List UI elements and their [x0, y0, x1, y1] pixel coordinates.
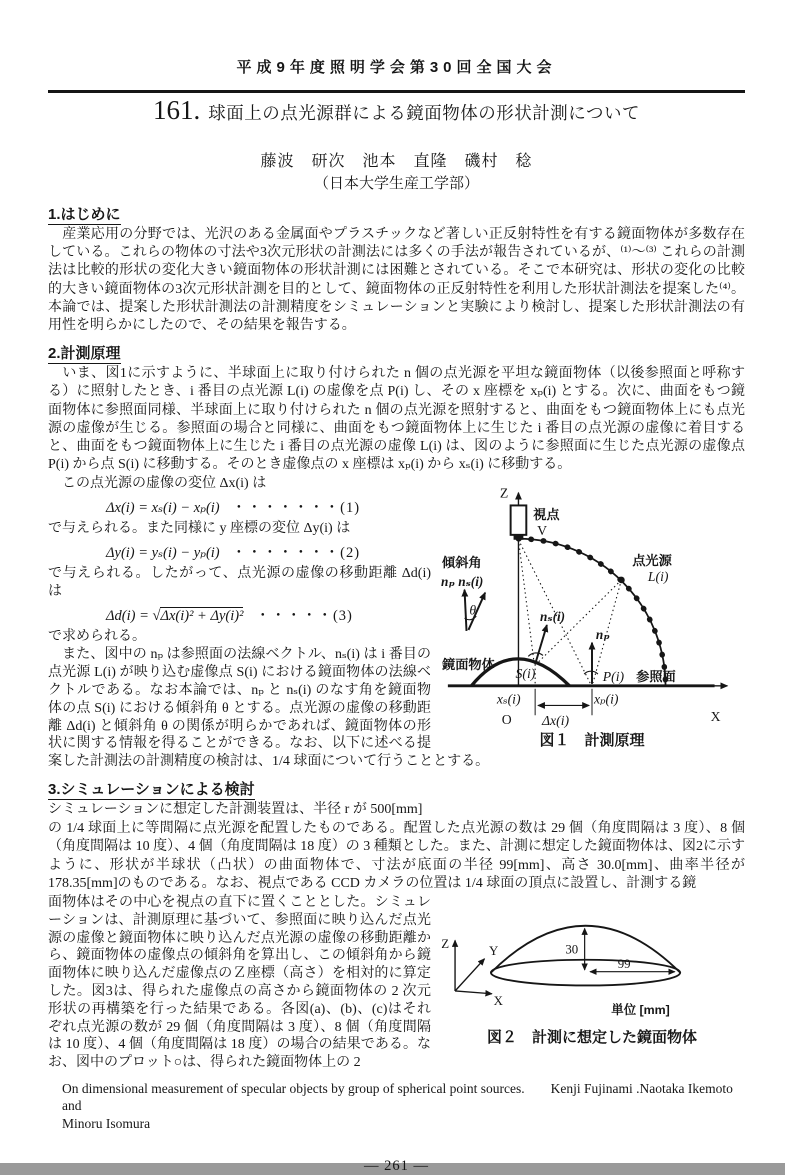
conference-header: 平成9年度照明学会第30回全国大会: [236, 59, 557, 76]
figure1: [439, 477, 745, 750]
theta-label: θ: [469, 602, 477, 618]
paper-title: [48, 95, 745, 126]
equation-1: Δx(i) = xₛ(i) − xₚ(i) ・・・・・・・(1): [106, 500, 361, 517]
figure1-caption: 図１ 計測原理: [539, 732, 645, 750]
section2-wrap-block: [48, 475, 745, 771]
equation-2: Δy(i) = yₛ(i) − yₚ(i) ・・・・・・・(2): [106, 545, 361, 562]
equation-3-number: ・・・・・(3): [255, 607, 353, 624]
xp-label: xₚ(i): [593, 691, 619, 707]
point-source-label: 点光源: [632, 553, 672, 569]
si-label: S(i): [515, 666, 536, 682]
viewpoint-v-label: V: [537, 523, 548, 539]
after-eq3: で求められる。: [48, 628, 146, 644]
unit-label: 単位 [mm]: [611, 1002, 670, 1017]
section3-wrap-block: [48, 894, 745, 1072]
ns-label: nₛ(i): [540, 609, 566, 625]
origin-label: O: [501, 712, 512, 728]
authors: 藤波 研次 池本 直隆 磯村 稔: [260, 153, 533, 170]
pi-label: P(i): [602, 669, 625, 685]
section1-body: 産業応用の分野では、光沢のある金属面やプラスチックなど著しい正反射特性を有する鏡面物体が多数存在している。これらの物体の寸法や3次元形状の計測法には多くの手法が報告されているが、⁽¹⁾～⁽³⁾ これらの計測法は比較的形状の変化大きい鏡面物体の形状計測には困難とされている。そこで本研究は、形状の変化の比較的大きい鏡面物体の3次元形状計測を目的として、鏡面物体の正反射特性を利用した形状計測法を提案した⁽⁴⁾。本論では、提案した形状計測法の計測精度をシミュレーションと実験により検討し、提案した形状計測法の有用性を明らかにしたので、その結果を報告する。: [48, 227, 745, 334]
fig2-x-label: X: [493, 993, 503, 1008]
after-eq2: で与えられる。したがって、点光源の虚像の移動距離 Δd(i) は: [48, 566, 431, 599]
section2-body: いま、図1に示すように、半球面上に取り付けられた n 個の点光源を平坦な鏡面物体（以後参照面と呼称する）に照射したとき、i 番目の点光源 L(i) の虚像を点 P(i) し、その x 座標を xₚ(i) とする。次に、曲面をもつ鏡面物体に参照面同様、半球面上に取り付けられた n 個の点光源を照射すると、曲面をもつ鏡面物体上にも点光源の虚像が生じる。参照面の場合と同様に、曲面をもつ鏡面物体上に生じた i 番目の点光源の虚像に着目すると、曲面をもつ鏡面物体上に生じた i 番目の点光源の虚像 L(i) は、図のように参照面に生じた点光源の虚像点 P(i) から点 S(i) に移動する。そのとき虚像点の x 座標は xₚ(i) から xₛ(i) に移動する。: [48, 366, 745, 473]
equation-1-number: ・・・・・・・(1): [231, 500, 361, 517]
equation-3: Δd(i) = √Δx(i)² + Δy(i)² ・・・・・(3): [106, 607, 353, 624]
height-value: 30: [565, 942, 579, 957]
delta-x-label: Δx(i): [541, 713, 570, 729]
figure1-diagram: [440, 477, 744, 728]
section2-heading: 2.計測原理: [48, 345, 121, 363]
figure2-caption: 図２ 計測に想定した鏡面物体: [486, 1029, 697, 1047]
mirror-object-label: 鏡面物体: [441, 657, 495, 673]
li-label: L(i): [647, 569, 669, 585]
paper-number: 161.: [153, 95, 201, 125]
after-eq1: で与えられる。また同様に y 座標の変位 Δy(i) は: [48, 521, 351, 537]
sqrt-sign: √: [152, 607, 161, 624]
radius-value: 99: [617, 957, 631, 972]
section3-body-narrow: 面物体はその中心を視点の直下に置くこととした。シミュレーションは、計測原理に基づいて、参照面に映り込んだ点光源の虚像と鏡面物体に映り込んだ点光源の虚像の移動距離から、鏡面物体の虚像点の傾斜角を算出し、この傾斜角から鏡面物体に映り込んだ虚像点のＺ座標（高さ）を相対的に算定した。図3は、得られた虚像点の高さから鏡面物体の 2 次元形状の再構築を行った結果である。各図(a)、(b)、(c)はそれぞれ点光源の数が 29 個（角度間隔は 3 度）、8 個（角度間隔は 10 度）、4 個（角度間隔は 18 度）の場合の結果である。なお、図中のプロット○は、得られた鏡面物体上の 2: [48, 895, 431, 1071]
section2-body2: また、図中の nₚ は参照面の法線ベクトル、nₛ(i) は i 番目の点光源 L(i) が映り込む虚像点 S(i) における鏡面物体の法線ベクトルである。なお本論では、nₚ と nₛ(i) のなす角を鏡面物体の点 S(i) における傾斜角 θ とする。点光源の虚像の移動距離 Δd(i) と傾斜角 θ の関係が明らかであれば、鏡面物体の形状に関する情報を得ることができる。なお、以下に述べる提案した計測法の計測精度の検討は、1/4 球面について行うこととする。: [48, 647, 490, 770]
reference-plane-label: 参照面: [636, 669, 676, 685]
equation-2-number: ・・・・・・・(2): [231, 545, 361, 562]
angle-mark-s: [528, 653, 543, 657]
normal-ns-arrow: [535, 625, 547, 664]
np-label: nₚ: [595, 627, 610, 643]
footnote-authors: Kenji Fujinami .Naotaka Ikemoto and: [62, 1080, 733, 1114]
eq-intro: この点光源の虚像の変位 Δx(i) は: [48, 476, 267, 492]
light-rays: [515, 540, 621, 686]
tilt-angle-label: 傾斜角: [441, 555, 482, 571]
radicand: Δx(i)² + Δy(i)²: [160, 607, 244, 624]
source-li-dot: [618, 577, 625, 584]
footnote-authors-2: Minoru Isomura: [62, 1115, 151, 1131]
xs-label: xₛ(i): [496, 691, 521, 707]
fig2-y-label: Y: [489, 944, 499, 959]
fig2-z-label: Z: [441, 936, 450, 951]
fig2-y-axis: [455, 959, 484, 991]
viewpoint-label: 視点: [533, 507, 560, 523]
section1-heading: 1.はじめに: [48, 206, 121, 223]
legend-np-arrow: [465, 590, 467, 631]
fig2-x-axis: [455, 991, 492, 994]
affiliation: （日本大学生産工学部）: [313, 176, 479, 192]
figure2-diagram: [440, 900, 744, 1025]
object-base-ellipse: [491, 960, 680, 986]
section3-line1: シミュレーションに想定した計測装置は、半径 r が 500[mm]: [48, 802, 423, 817]
z-axis-label: Z: [499, 486, 509, 502]
figure2: [439, 900, 745, 1047]
camera-icon: [511, 506, 527, 535]
header-divider: [48, 90, 745, 93]
page-number: — 261 —: [364, 1158, 429, 1175]
paper-title-text: 球面上の点光源群による鏡面物体の形状計測について: [208, 103, 640, 123]
camera-lens: [514, 535, 524, 540]
english-footnote: [48, 1080, 745, 1133]
object-dome-arc: [491, 926, 680, 973]
section3-body: の 1/4 球面上に等間隔に点光源を配置したものである。配置した点光源の数は 29 個（角度間隔は 3 度）、8 個（角度間隔は 10 度）、4 個（角度間隔は 18 度）の 3 種類とした。また、計測に想定した鏡面物体は、図2に示すように、形状が半球状（凸状）の曲面物体で、寸法が底面の半径 99[mm]、高さ 30.0[mm]、曲率半径が 178.35[mm]のものである。なお、視点である CCD カメラの位置は 1/4 球面の頂点に設置し、計測する鏡: [48, 821, 745, 891]
x-axis-label: X: [710, 709, 721, 725]
section3-heading: 3.シミュレーションによる検討: [48, 781, 255, 798]
normals-pair-label: nₚ nₛ(i): [441, 574, 484, 590]
footnote-title: On dimensional measurement of specular objects by group of spherical point sources.: [62, 1080, 525, 1096]
